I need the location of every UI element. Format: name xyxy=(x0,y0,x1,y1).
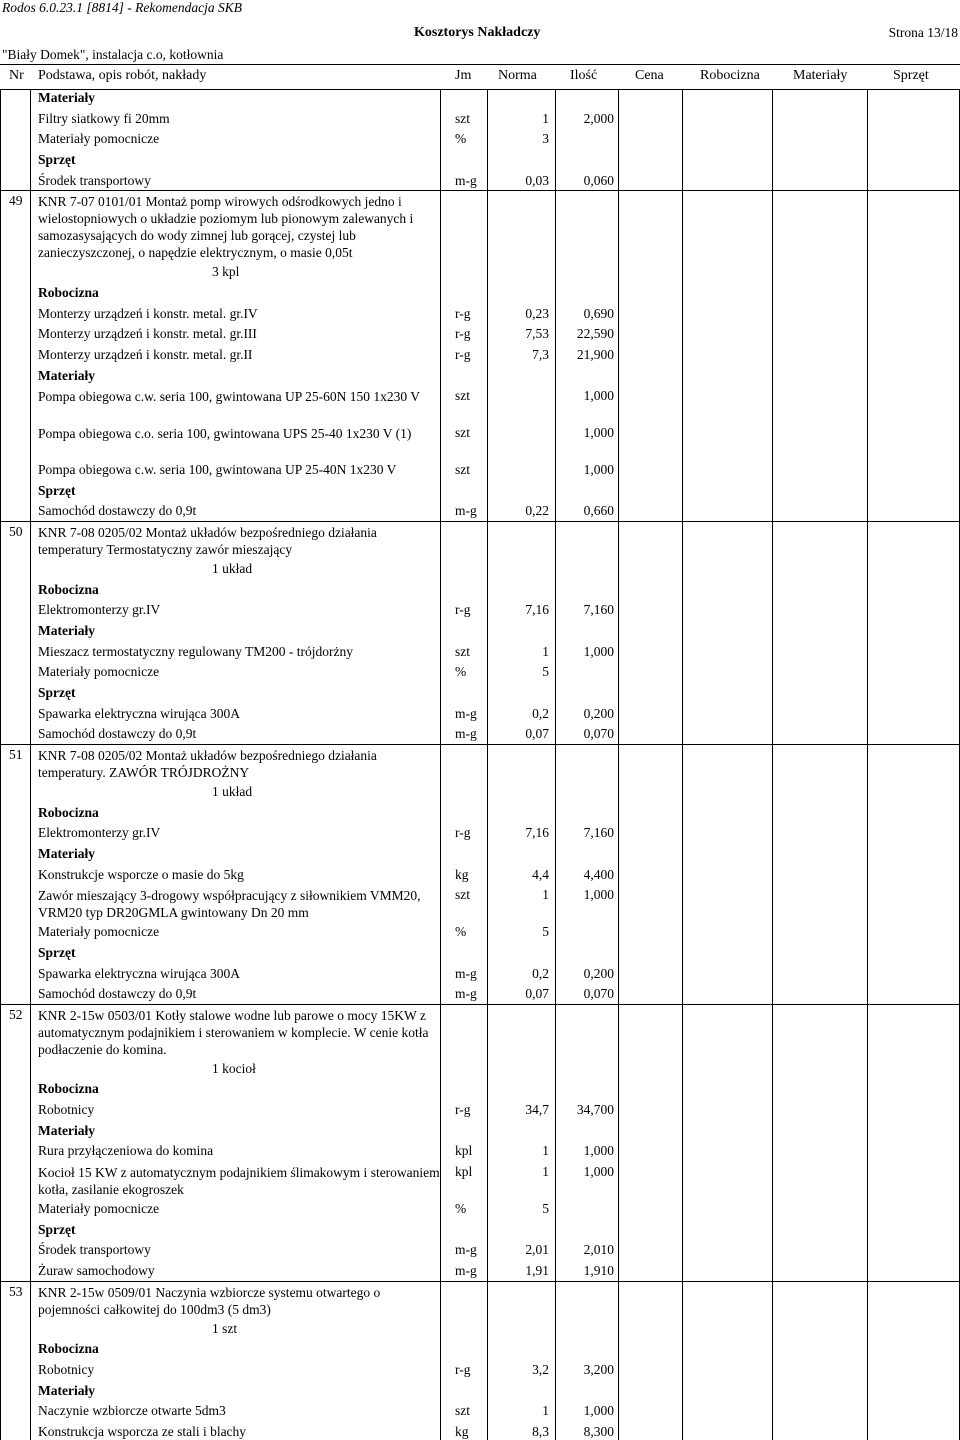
section-label: Materiały xyxy=(38,1122,95,1138)
position-number: 51 xyxy=(9,746,23,762)
col-robocizna: Robocizna xyxy=(700,68,760,83)
position-quantity: 1 układ xyxy=(212,561,253,577)
resource-name: Monterzy urządzeń i konstr. metal. gr.II xyxy=(38,346,253,362)
header-bottom-rule xyxy=(0,89,960,90)
section-label: Materiały xyxy=(38,845,95,861)
section-label: Robocizna xyxy=(38,804,99,820)
quantity-value: 8,300 xyxy=(583,1423,614,1439)
unit-of-measure: r-g xyxy=(455,305,471,321)
unit-of-measure: m-g xyxy=(455,986,477,1002)
resource-name: Robotnicy xyxy=(38,1102,95,1118)
resource-name: Materiały pomocnicze xyxy=(38,1201,160,1217)
col-jm: Jm xyxy=(455,68,472,83)
section-label: Robocizna xyxy=(38,581,99,597)
grid-line xyxy=(618,89,619,1440)
resource-name: Monterzy urządzeń i konstr. metal. gr.III xyxy=(38,326,257,342)
norm-value: 0,2 xyxy=(532,965,549,981)
unit-of-measure: szt xyxy=(455,1403,470,1419)
resource-name: Elektromonterzy gr.IV xyxy=(38,825,161,841)
resource-name: Naczynie wzbiorcze otwarte 5dm3 xyxy=(38,1403,226,1419)
quantity-value: 1,000 xyxy=(583,887,614,903)
resource-name: Monterzy urządzeń i konstr. metal. gr.IV xyxy=(38,305,258,321)
col-cena: Cena xyxy=(635,68,664,83)
position-quantity: 1 kocioł xyxy=(212,1060,256,1076)
norm-value: 1 xyxy=(542,1143,549,1159)
norm-value: 0,22 xyxy=(525,503,549,519)
resource-name: Spawarka elektryczna wirująca 300A xyxy=(38,705,241,721)
norm-value: 3,2 xyxy=(532,1361,549,1377)
resource-name: Zawór mieszający 3-drogowy współpracujący z siłownikiem VMM20, VRM20 typ DR20GMLA gwintowany Dn 20 mm xyxy=(38,888,421,921)
unit-of-measure: szt xyxy=(455,887,470,903)
section-label: Sprzęt xyxy=(38,482,76,498)
quantity-value: 0,690 xyxy=(583,305,614,321)
norm-value: 7,53 xyxy=(525,326,549,342)
position-quantity: 1 układ xyxy=(212,783,253,799)
resource-name: Materiały pomocnicze xyxy=(38,664,160,680)
section-label: Robocizna xyxy=(38,284,99,300)
grid-line xyxy=(867,89,868,1440)
quantity-value: 1,000 xyxy=(583,643,614,659)
norm-value: 3 xyxy=(542,131,549,147)
resource-name: Rura przyłączeniowa do komina xyxy=(38,1143,214,1159)
column-header-row xyxy=(0,64,960,89)
position-rule xyxy=(0,1281,960,1282)
unit-of-measure: r-g xyxy=(455,346,471,362)
section-label: Sprzęt xyxy=(38,151,76,167)
quantity-value: 7,160 xyxy=(583,825,614,841)
grid-line xyxy=(30,89,31,1440)
section-label: Materiały xyxy=(38,1382,95,1398)
resource-name: Kocioł 15 KW z automatycznym podajnikiem ślimakowym i sterowaniem kotła, zasilanie ekogroszek xyxy=(38,1165,440,1198)
resource-name: Żuraw samochodowy xyxy=(38,1263,155,1278)
col-ilosc: Ilość xyxy=(570,68,598,83)
quantity-value: 1,000 xyxy=(583,462,614,478)
norm-value: 7,16 xyxy=(525,602,549,618)
quantity-value: 1,000 xyxy=(583,1164,614,1180)
norm-value: 0,2 xyxy=(532,705,549,721)
resource-name: Konstrukcje wsporcze o masie do 5kg xyxy=(38,866,244,882)
unit-of-measure: szt xyxy=(455,110,470,126)
grid-line xyxy=(772,89,773,1440)
resource-name: Filtry siatkowy fi 20mm xyxy=(38,110,170,126)
resource-name: Środek transportowy xyxy=(38,1242,151,1258)
section-label: Robocizna xyxy=(38,1081,99,1097)
unit-of-measure: kpl xyxy=(455,1164,473,1180)
unit-of-measure: szt xyxy=(455,462,470,478)
quantity-value: 4,400 xyxy=(583,866,614,882)
position-description: KNR 7-08 0205/02 Montaż układów bezpośredniego działania temperatury Termostatyczny zawór mieszający xyxy=(38,525,377,558)
resource-name: Spawarka elektryczna wirująca 300A xyxy=(38,965,241,981)
unit-of-measure: r-g xyxy=(455,825,471,841)
position-quantity: 1 szt xyxy=(212,1320,238,1336)
norm-value: 0,03 xyxy=(525,172,549,188)
position-number: 49 xyxy=(9,193,23,209)
unit-of-measure: m-g xyxy=(455,172,477,188)
position-description: KNR 2-15w 0509/01 Naczynia wzbiorcze systemu otwartego o pojemności całkowitej do 100dm3 (5 dm3) xyxy=(38,1284,381,1317)
section-label: Robocizna xyxy=(38,1341,99,1357)
unit-of-measure: m-g xyxy=(455,965,477,981)
unit-of-measure: r-g xyxy=(455,602,471,618)
quantity-value: 2,010 xyxy=(583,1242,614,1258)
position-description: KNR 7-07 0101/01 Montaż pomp wirowych odśrodkowych jedno i wielostopniowych o układzie poziomym lub pionowym zalewanych i samozasysających do wody zimnej lub gorącej, czystej lub zanieczyszczonej, o napędzie elektrycznym, o masie 0,05t xyxy=(38,194,414,261)
position-rule xyxy=(0,744,960,745)
unit-of-measure: r-g xyxy=(455,1361,471,1377)
section-label: Materiały xyxy=(38,90,95,105)
quantity-value: 0,200 xyxy=(583,705,614,721)
col-norma: Norma xyxy=(498,68,537,83)
section-label: Materiały xyxy=(38,623,95,639)
unit-of-measure: m-g xyxy=(455,705,477,721)
section-label: Sprzęt xyxy=(38,685,76,700)
position-description: KNR 2-15w 0503/01 Kotły stalowe wodne lub parowe o mocy 15KW z automatycznym podajnikiem i sterowaniem w komplecie. W cenie kotła podłaczenie do komina. xyxy=(38,1007,429,1057)
page-number: Strona 13/18 xyxy=(888,25,958,40)
quantity-value: 2,000 xyxy=(583,110,614,126)
unit-of-measure: szt xyxy=(455,643,470,659)
grid-line xyxy=(440,89,441,1440)
position-rule xyxy=(0,190,960,191)
unit-of-measure: m-g xyxy=(455,503,477,519)
norm-value: 5 xyxy=(542,1201,549,1217)
quantity-value: 0,200 xyxy=(583,965,614,981)
unit-of-measure: r-g xyxy=(455,326,471,342)
norm-value: 1 xyxy=(542,643,549,659)
resource-name: Robotnicy xyxy=(38,1361,95,1377)
quantity-value: 34,700 xyxy=(576,1102,614,1118)
unit-of-measure: % xyxy=(455,131,467,147)
norm-value: 34,7 xyxy=(525,1102,549,1118)
position-number: 53 xyxy=(9,1283,23,1299)
quantity-value: 7,160 xyxy=(583,602,614,618)
grid-line xyxy=(682,89,683,1440)
unit-of-measure: % xyxy=(455,924,467,940)
norm-value: 1 xyxy=(542,1403,549,1419)
resource-name: Mieszacz termostatyczny regulowany TM200 - trójdorżny xyxy=(38,643,354,659)
quantity-value: 3,200 xyxy=(583,1361,614,1377)
resource-name: Samochód dostawczy do 0,9t xyxy=(38,986,197,1002)
norm-value: 2,01 xyxy=(525,1242,549,1258)
unit-of-measure: kg xyxy=(455,1423,469,1439)
resource-name: Materiały pomocnicze xyxy=(38,131,160,147)
col-nr: Nr xyxy=(9,68,24,83)
resource-name: Samochód dostawczy do 0,9t xyxy=(38,503,197,519)
quantity-value: 21,900 xyxy=(576,346,614,362)
resource-name: Samochód dostawczy do 0,9t xyxy=(38,726,197,742)
quantity-value: 0,070 xyxy=(583,986,614,1002)
norm-value: 1 xyxy=(542,887,549,903)
resource-name: Elektromonterzy gr.IV xyxy=(38,602,161,618)
unit-of-measure: szt xyxy=(455,388,470,404)
norm-value: 7,16 xyxy=(525,825,549,841)
quantity-value: 0,660 xyxy=(583,503,614,519)
unit-of-measure: kg xyxy=(455,866,469,882)
quantity-value: 1,000 xyxy=(583,425,614,441)
quantity-value: 1,000 xyxy=(583,388,614,404)
quantity-value: 22,590 xyxy=(576,326,614,342)
norm-value: 1,91 xyxy=(525,1263,549,1278)
section-label: Sprzęt xyxy=(38,944,76,960)
resource-name: Środek transportowy xyxy=(38,172,151,188)
norm-value: 4,4 xyxy=(532,866,549,882)
norm-value: 0,07 xyxy=(525,726,549,742)
resource-name: Pompa obiegowa c.o. seria 100, gwintowana UPS 25-40 1x230 V (1) xyxy=(38,426,412,442)
position-number: 52 xyxy=(9,1006,23,1022)
norm-value: 5 xyxy=(542,924,549,940)
quantity-value: 0,060 xyxy=(583,172,614,188)
header-top-rule xyxy=(0,64,960,65)
unit-of-measure: kpl xyxy=(455,1143,473,1159)
col-sprzet: Sprzęt xyxy=(893,68,929,83)
quantity-value: 1,910 xyxy=(583,1263,614,1278)
resource-name: Pompa obiegowa c.w. seria 100, gwintowana UP 25-60N 150 1x230 V xyxy=(38,389,420,405)
norm-value: 1 xyxy=(542,110,549,126)
unit-of-measure: m-g xyxy=(455,1242,477,1258)
section-label: Sprzęt xyxy=(38,1221,76,1237)
resource-name: Pompa obiegowa c.w. seria 100, gwintowana UP 25-40N 1x230 V xyxy=(38,462,397,478)
norm-value: 1 xyxy=(542,1164,549,1180)
document-title: Kosztorys Nakładczy xyxy=(414,25,541,40)
grid-line xyxy=(487,89,488,1440)
app-version-header: Rodos 6.0.23.1 [8814] - Rekomendacja SKB xyxy=(2,0,242,15)
unit-of-measure: % xyxy=(455,1201,467,1217)
unit-of-measure: % xyxy=(455,664,467,680)
unit-of-measure: m-g xyxy=(455,726,477,742)
norm-value: 8,3 xyxy=(532,1423,549,1439)
resource-name: Materiały pomocnicze xyxy=(38,924,160,940)
position-quantity: 3 kpl xyxy=(212,264,240,280)
unit-of-measure: m-g xyxy=(455,1263,477,1278)
grid-line xyxy=(0,89,1,1440)
norm-value: 0,07 xyxy=(525,986,549,1002)
project-name: "Biały Domek", instalacja c.o, kotłownia xyxy=(2,47,224,62)
position-description: KNR 7-08 0205/02 Montaż układów bezpośredniego działania temperatury. ZAWÓR TRÓJDROŻNY xyxy=(38,747,377,780)
unit-of-measure: r-g xyxy=(455,1102,471,1118)
quantity-value: 1,000 xyxy=(583,1403,614,1419)
norm-value: 7,3 xyxy=(532,346,549,362)
grid-line xyxy=(555,89,556,1440)
position-number: 50 xyxy=(9,524,23,540)
col-description: Podstawa, opis robót, nakłady xyxy=(38,68,207,83)
quantity-value: 0,070 xyxy=(583,726,614,742)
quantity-value: 1,000 xyxy=(583,1143,614,1159)
unit-of-measure: szt xyxy=(455,425,470,441)
norm-value: 5 xyxy=(542,664,549,680)
col-materialy: Materiały xyxy=(793,68,848,83)
norm-value: 0,23 xyxy=(525,305,549,321)
section-label: Materiały xyxy=(38,367,95,383)
position-rule xyxy=(0,1004,960,1005)
position-rule xyxy=(0,521,960,522)
resource-name: Konstrukcja wsporcza ze stali i blachy xyxy=(38,1423,247,1439)
